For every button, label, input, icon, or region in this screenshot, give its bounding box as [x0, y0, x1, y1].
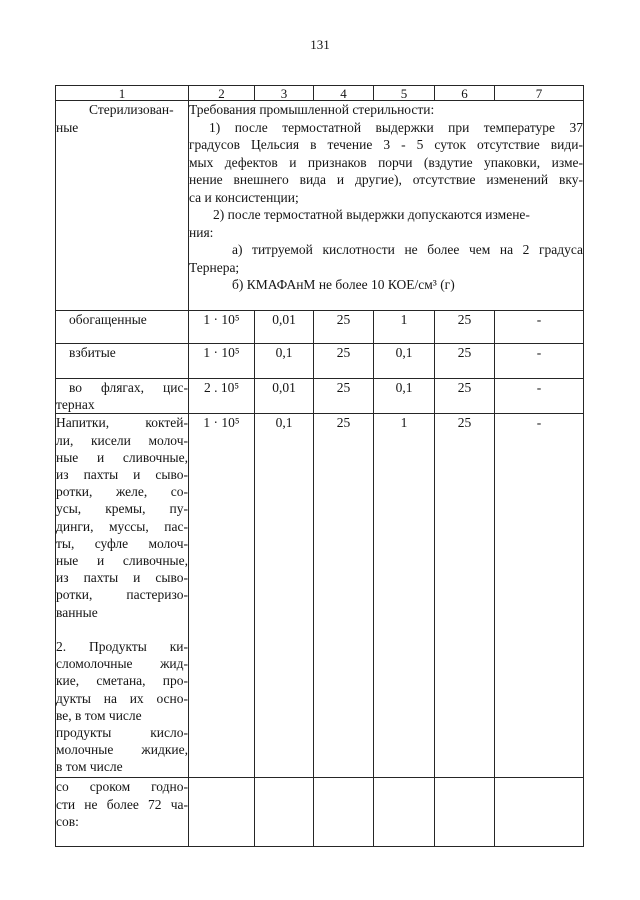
product-name-line: ные и сливочные,: [56, 553, 188, 569]
product-name-line: сти не более 72 ча-: [56, 796, 188, 812]
product-name-line: из пахты и сыво-: [56, 467, 188, 483]
value-cell: 0,1: [255, 344, 314, 379]
table-row: [56, 379, 584, 414]
value-cell: 25: [435, 311, 495, 344]
value-cell: 0,01: [255, 379, 314, 414]
product-name-line: молочные жидкие,: [56, 742, 188, 758]
value-cell: 0,1: [374, 344, 435, 379]
value-cell: -: [495, 414, 584, 778]
product-name-line: в том числе: [56, 759, 123, 775]
product-name-line: дукты на их осно-: [56, 690, 188, 706]
value-cell: 25: [314, 344, 374, 379]
product-name-line: ные: [56, 119, 79, 135]
empty-value-cell: [374, 778, 435, 847]
product-name-line: кие, сметана, про-: [56, 673, 188, 689]
table-row-sterilized: [56, 101, 584, 311]
sterility-requirements-cell: [189, 101, 584, 311]
product-name-line: динги, муссы, пас-: [56, 518, 188, 534]
empty-value-cell: [495, 778, 584, 847]
requirement-line: б) КМАФАнМ не более 10 КОЕ/см³ (г): [232, 277, 455, 292]
value-cell: 25: [314, 379, 374, 414]
empty-value-cell: [255, 778, 314, 847]
product-name-line: 2. Продукты ки-: [56, 639, 188, 655]
product-name-line: ротки, пастеризо-: [56, 587, 188, 603]
product-name-cell: [56, 344, 189, 379]
product-name-cell: [56, 101, 189, 311]
value-cell: 0,1: [255, 414, 314, 778]
product-name-line: сломолочные жид-: [56, 656, 188, 672]
value-cell: 1: [374, 414, 435, 778]
column-number-1: 1: [56, 86, 189, 101]
product-name-line: Напитки, коктей-: [56, 415, 188, 431]
product-name-line: ные и сливочные,: [56, 449, 188, 465]
empty-value-cell: [189, 778, 255, 847]
column-number-2: 2: [189, 86, 255, 101]
product-name-line: из пахты и сыво-: [56, 570, 188, 586]
value-cell: 1 · 10⁵: [189, 311, 255, 344]
product-name-line: обогащенные: [69, 312, 147, 327]
requirement-line: Тернера;: [189, 259, 240, 275]
product-name-line: ванные: [56, 604, 98, 620]
value-cell: 1: [374, 311, 435, 344]
header-row: [56, 86, 584, 101]
product-name-line: со сроком годно-: [56, 779, 188, 795]
table-row: [56, 344, 584, 379]
value-cell: 25: [314, 414, 374, 778]
column-number-7: 7: [495, 86, 584, 101]
requirement-line: 2) после термостатной выдержки допускаются измене-: [213, 207, 530, 222]
value-cell: 1 · 10⁵: [189, 414, 255, 778]
value-cell: 25: [435, 414, 495, 778]
column-number-5: 5: [374, 86, 435, 101]
value-cell: -: [495, 311, 584, 344]
value-cell: 0,01: [255, 311, 314, 344]
product-name-line: тернах: [56, 397, 95, 413]
requirement-line: 1) после термостатной выдержки при температуре 37: [209, 119, 583, 135]
value-cell: -: [495, 379, 584, 414]
product-name-cell: [56, 778, 189, 847]
column-number-6: 6: [435, 86, 495, 101]
empty-value-cell: [435, 778, 495, 847]
value-cell: 2 . 10⁵: [189, 379, 255, 414]
requirement-line: мых дефектов и признаков порчи (вздутие упаковки, изме-: [189, 154, 583, 170]
product-name-line: усы, кремы, пу-: [56, 501, 188, 517]
product-name-line: сов:: [56, 813, 79, 829]
table-row: [56, 778, 584, 847]
product-name-line: во флягах, цис-: [69, 380, 188, 395]
requirement-line: са и консистенции;: [189, 189, 299, 205]
value-cell: 25: [435, 379, 495, 414]
value-cell: -: [495, 344, 584, 379]
product-name-line: продукты кисло-: [56, 725, 188, 741]
table-row: [56, 311, 584, 344]
value-cell: 0,1: [374, 379, 435, 414]
paragraph-gap: [56, 621, 188, 638]
table-row: [56, 414, 584, 778]
product-name-line: ли, кисели молоч-: [56, 432, 188, 448]
requirement-line: ния:: [189, 224, 214, 240]
column-number-4: 4: [314, 86, 374, 101]
product-name-line: ты, суфле молоч-: [56, 535, 188, 551]
value-cell: 25: [314, 311, 374, 344]
requirement-line: нение внешнего вида и другие), отсутствие изменений вку-: [189, 172, 583, 187]
value-cell: 1 · 10⁵: [189, 344, 255, 379]
value-cell: 25: [435, 344, 495, 379]
empty-value-cell: [314, 778, 374, 847]
page-number: 131: [310, 37, 330, 52]
product-name-line: взбитые: [69, 345, 116, 360]
product-name-line: ротки, желе, со-: [56, 484, 188, 500]
product-name-line: ве, в том числе: [56, 707, 142, 723]
product-name-cell: [56, 414, 189, 778]
column-number-3: 3: [255, 86, 314, 101]
requirement-line: градусов Цельсия в течение 3 - 5 суток отсутствие види-: [189, 137, 583, 152]
product-name-cell: [56, 379, 189, 414]
requirement-line: а) титруемой кислотности не более чем на 2 градуса: [232, 242, 583, 257]
requirements-table: [55, 85, 584, 847]
product-name-line: Стерилизован-: [89, 102, 174, 117]
product-name-cell: [56, 311, 189, 344]
requirement-line: Требования промышленной стерильности:: [189, 102, 435, 117]
